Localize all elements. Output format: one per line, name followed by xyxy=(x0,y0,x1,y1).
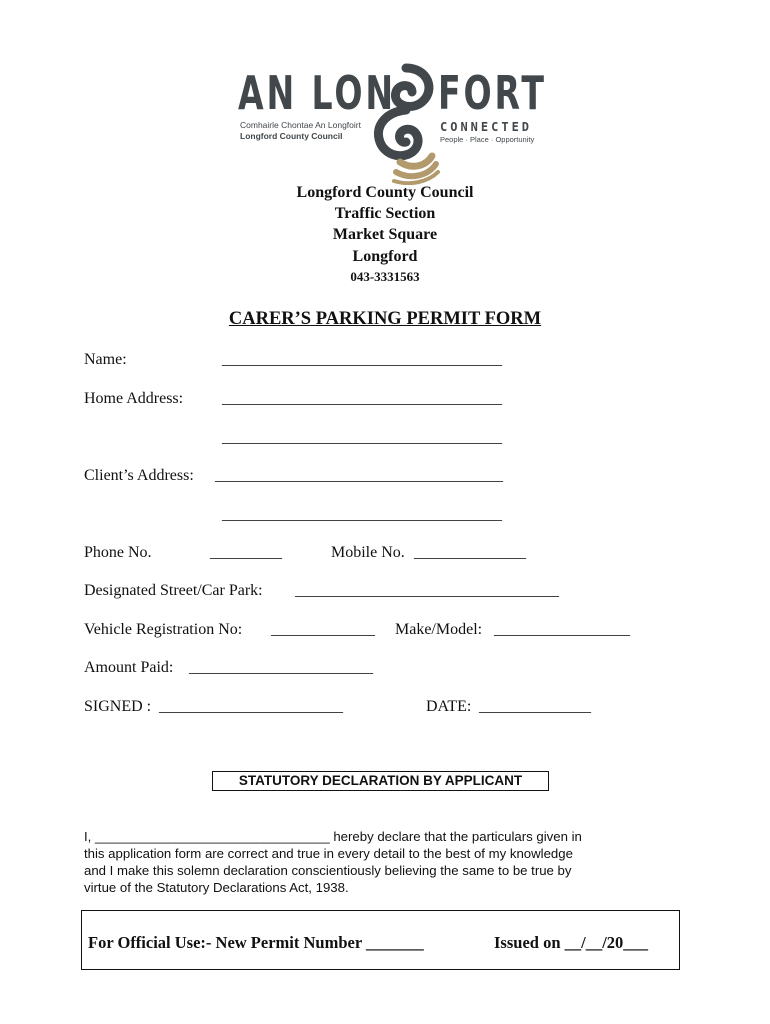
make-model-label: Make/Model: xyxy=(395,621,483,638)
name-label: Name: xyxy=(84,351,127,368)
phone-field[interactable]: _________ xyxy=(210,544,282,561)
logo-tagline-main: CONNECTED xyxy=(440,120,533,134)
signed-label: SIGNED : xyxy=(84,698,152,715)
designated-street-field[interactable]: _________________________________ xyxy=(295,582,559,599)
home-address-field-2[interactable]: ___________________________________ xyxy=(222,429,502,446)
date-label: DATE: xyxy=(426,698,472,715)
logo-english-name: Longford County Council xyxy=(240,131,343,141)
home-address-field-1[interactable]: ___________________________________ xyxy=(222,390,502,407)
make-model-field[interactable]: _________________ xyxy=(494,621,630,638)
amount-paid-field[interactable]: _______________________ xyxy=(189,659,373,676)
signed-field[interactable]: _______________________ xyxy=(159,698,343,715)
vehicle-registration-label: Vehicle Registration No: xyxy=(84,621,243,638)
client-address-field-2[interactable]: ___________________________________ xyxy=(222,506,502,523)
logo-irish-name: Comhairle Chontae An Longfoirt xyxy=(240,120,361,130)
logo-word-left: AN LON xyxy=(238,66,396,120)
client-address-label: Client’s Address: xyxy=(84,467,194,484)
address-phone: 043-3331563 xyxy=(350,269,420,284)
address-line-1: Longford County Council xyxy=(296,184,474,201)
mobile-label: Mobile No. xyxy=(331,544,405,561)
declaration-heading: STATUTORY DECLARATION BY APPLICANT xyxy=(212,771,549,791)
phone-label: Phone No. xyxy=(84,544,152,561)
logo-tagline-sub: People · Place · Opportunity xyxy=(440,135,535,144)
amount-paid-label: Amount Paid: xyxy=(84,659,174,676)
council-logo xyxy=(236,60,547,185)
spiral-icon xyxy=(366,60,446,185)
name-field[interactable]: ___________________________________ xyxy=(222,351,502,368)
address-line-4: Longford xyxy=(352,248,418,265)
form-title: CARER’S PARKING PERMIT FORM xyxy=(228,309,542,329)
client-address-field-1[interactable]: ____________________________________ xyxy=(215,467,503,484)
logo-word-right: FORT xyxy=(438,66,547,120)
official-use-box xyxy=(81,910,680,970)
official-permit-number: For Official Use:- New Permit Number _______ xyxy=(88,933,424,952)
vehicle-registration-field[interactable]: _____________ xyxy=(271,621,375,638)
address-line-3: Market Square xyxy=(332,226,438,243)
address-line-2: Traffic Section xyxy=(334,205,436,222)
date-field[interactable]: ______________ xyxy=(479,698,591,715)
designated-street-label: Designated Street/Car Park: xyxy=(84,582,263,599)
mobile-field[interactable]: ______________ xyxy=(414,544,526,561)
declaration-text: I, ________________________________ hereby declare that the particulars given in this application form are correct and true in every detail to the best of my knowledge and I make this solemn declaration conscientiously believing the same to be true by virtue of the Statutory Declarations Act, 1938. xyxy=(84,829,582,895)
home-address-label: Home Address: xyxy=(84,390,184,407)
official-issued-on: Issued on __/__/20___ xyxy=(494,933,649,952)
